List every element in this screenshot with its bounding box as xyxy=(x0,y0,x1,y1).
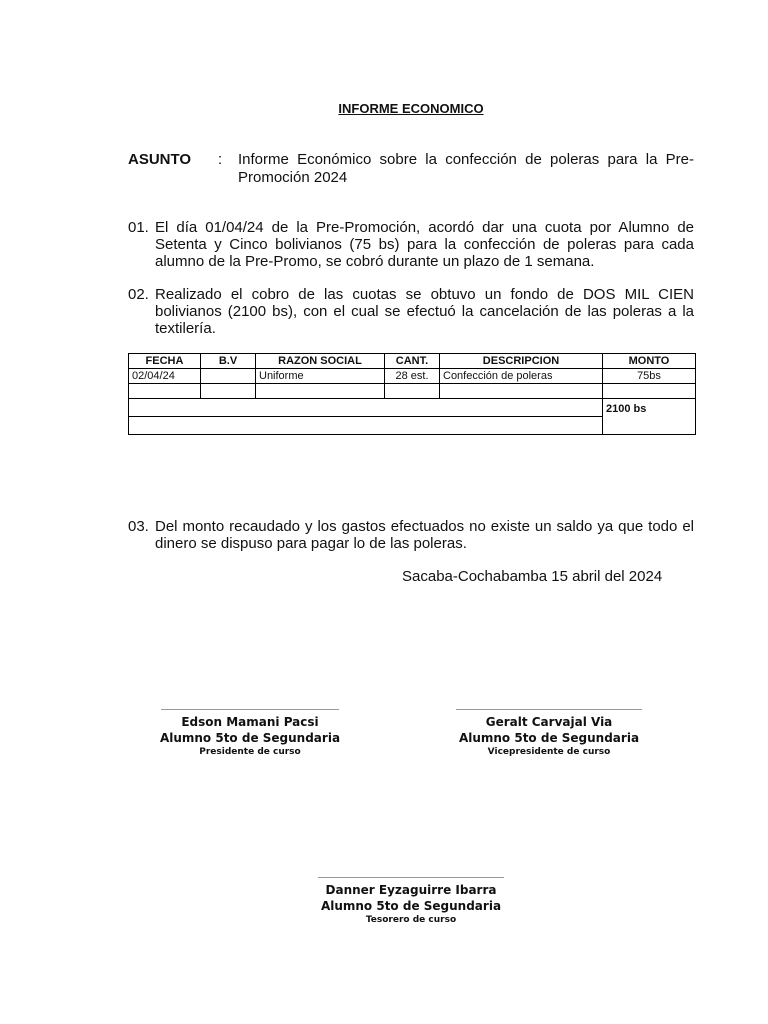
cell-razon-social: Uniforme xyxy=(256,369,385,384)
cell-fecha: 02/04/24 xyxy=(129,369,201,384)
cell-bv xyxy=(201,369,256,384)
header-descripcion: DESCRIPCION xyxy=(440,354,603,369)
signer-role: Alumno 5to de Segundaria xyxy=(458,731,640,745)
asunto-label: ASUNTO xyxy=(128,151,192,168)
table-total: 2100 bs xyxy=(603,399,696,435)
asunto-colon: : xyxy=(218,151,223,168)
paragraph-text: Del monto recaudado y los gastos efectuados no existe un saldo ya que todo el dinero se dispuso para pagar lo de las poleras. xyxy=(155,518,694,552)
signature-line xyxy=(456,709,642,710)
document-title: INFORME ECONOMICO xyxy=(338,101,484,116)
cell-monto: 75bs xyxy=(603,369,696,384)
table-row-empty xyxy=(129,384,696,399)
signer-position: Presidente de curso xyxy=(199,747,301,757)
signature-vicepresident xyxy=(449,709,649,758)
paragraph-text: Realizado el cobro de las cuotas se obtuvo un fondo de DOS MIL CIEN bolivianos (2100 bs), con el cual se efectuó la cancelación de las poleras a la textilería. xyxy=(155,286,694,337)
signature-president xyxy=(150,709,350,758)
paragraph-text: El día 01/04/24 de la Pre-Promoción, acordó dar una cuota por Alumno de Setenta y Cinco bolivianos (75 bs) para la confección de poleras para cada alumno de la Pre-Promo, se cobró durante un plazo de 1 semana. xyxy=(155,219,694,270)
signer-role: Alumno 5to de Segundaria xyxy=(320,899,502,913)
signature-line xyxy=(161,709,339,710)
header-razon-social: RAZON SOCIAL xyxy=(256,354,385,369)
signer-role: Alumno 5to de Segundaria xyxy=(159,731,341,745)
paragraph-number: 02. xyxy=(128,286,149,303)
signer-name: Geralt Carvajal Via xyxy=(485,715,613,729)
expense-table xyxy=(128,353,696,435)
paragraph-02 xyxy=(128,286,694,337)
signer-name: Danner Eyzaguirre Ibarra xyxy=(325,883,497,897)
asunto-text: Informe Económico sobre la confección de poleras para la Pre-Promoción 2024 xyxy=(238,151,694,186)
signature-treasurer xyxy=(311,877,511,926)
header-fecha: FECHA xyxy=(129,354,201,369)
paragraph-number: 01. xyxy=(128,219,149,236)
cell-descripcion: Confección de poleras xyxy=(440,369,603,384)
cell-cant: 28 est. xyxy=(385,369,440,384)
table-total-row xyxy=(129,399,696,417)
table-row xyxy=(129,369,696,384)
signer-name: Edson Mamani Pacsi xyxy=(181,715,319,729)
header-cant: CANT. xyxy=(385,354,440,369)
signature-line xyxy=(318,877,504,878)
header-bv: B.V xyxy=(201,354,256,369)
place-date: Sacaba-Cochabamba 15 abril del 2024 xyxy=(402,568,663,585)
paragraph-03 xyxy=(128,518,694,552)
signer-position: Tesorero de curso xyxy=(365,915,457,925)
header-monto: MONTO xyxy=(603,354,696,369)
paragraph-01 xyxy=(128,219,694,270)
signer-position: Vicepresidente de curso xyxy=(487,747,611,757)
table-header-row xyxy=(129,354,696,369)
paragraph-number: 03. xyxy=(128,518,149,535)
